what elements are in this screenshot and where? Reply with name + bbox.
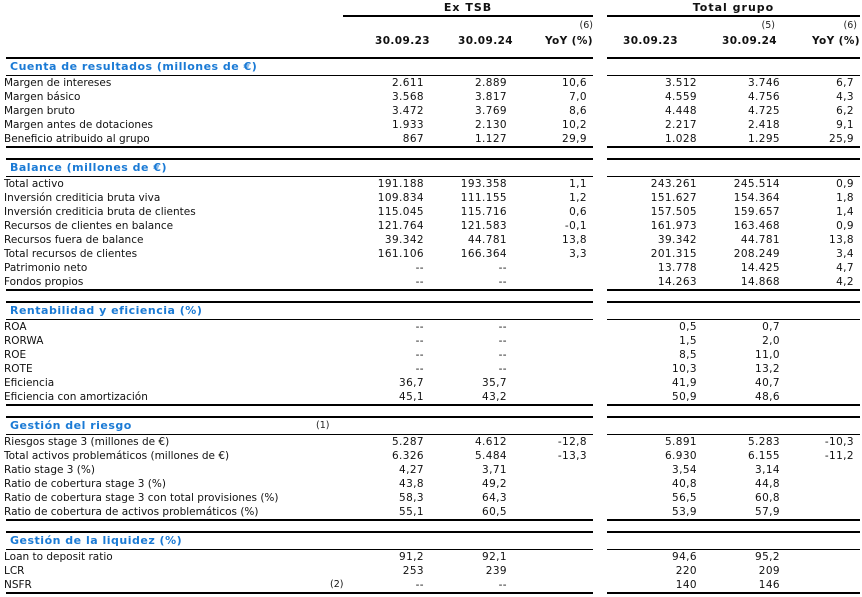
cell-value: 6,2 [836,105,854,117]
cell-value: 111.155 [460,192,507,204]
table-row [0,76,862,90]
table-row [0,132,862,146]
cell-value: 13,2 [755,363,780,375]
cell-value: 4.559 [664,91,697,103]
row-label: Margen de intereses [4,77,112,89]
cell-value: 3,14 [755,464,780,476]
cell-value: 163.468 [733,220,780,232]
row-label: Recursos de clientes en balance [4,220,174,232]
section-title-spacer [360,418,862,434]
cell-value: 1,5 [679,335,697,347]
table-row [0,261,862,275]
cell-value: 43,8 [399,478,424,490]
row-label: Total recursos de clientes [4,248,138,260]
section-title: Gestión de la liquidez (%) [10,534,183,547]
section-footnote-marker [316,533,360,549]
table-row [0,191,862,205]
cell-value: 10,6 [562,77,587,89]
cell-value: 40,8 [672,478,697,490]
row-label: Fondos propios [4,276,84,288]
table-row [0,505,862,519]
cell-value: 55,1 [399,506,424,518]
report-section [0,158,862,291]
footnote-marker-300924-total: (5) [761,20,775,31]
row-label: Inversión crediticia bruta de clientes [4,206,196,218]
table-row [0,463,862,477]
section-title-spacer [360,533,862,549]
cell-value: -13,3 [557,450,587,462]
cell-value: 3.568 [391,91,424,103]
cell-value: 4.612 [474,436,507,448]
table-row [0,390,862,404]
table-row [0,205,862,219]
cell-value: 92,1 [482,551,507,563]
footnote-marker-yoy-total: (6) [843,20,857,31]
section-title-row [6,59,862,75]
cell-value: 1.127 [474,133,507,145]
cell-value: 25,9 [829,133,854,145]
cell-value: 14.425 [740,262,780,274]
table-row [0,564,862,578]
cell-value: 44,8 [755,478,780,490]
divider-segment-left [6,289,593,291]
report-section [0,57,862,148]
report-section [0,301,862,406]
cell-value: -- [498,363,507,375]
table-row [0,90,862,104]
divider-segment-left [6,592,593,594]
row-label: Margen básico [4,91,81,103]
section-footnote-marker [316,160,360,176]
row-label: Ratio stage 3 (%) [4,464,95,476]
cell-value: -- [415,363,424,375]
row-label: LCR [4,565,25,577]
cell-value: 161.973 [650,220,697,232]
cell-value: 48,6 [755,391,780,403]
cell-value: 151.627 [650,192,697,204]
table-row [0,449,862,463]
row-label: Loan to deposit ratio [4,551,113,563]
cell-value: 94,6 [672,551,697,563]
cell-value: 191.188 [377,178,424,190]
cell-value: 39.342 [657,234,697,246]
column-header-300924-extsb: 30.09.24 [457,35,513,47]
section-title-spacer [360,303,862,319]
cell-value: 5.283 [747,436,780,448]
table-row [0,348,862,362]
cell-value: -- [415,321,424,333]
cell-value: 115.716 [460,206,507,218]
table-row [0,477,862,491]
cell-value: 44.781 [467,234,507,246]
cell-value: 245.514 [733,178,780,190]
cell-value: 3.472 [391,105,424,117]
cell-value: 146 [758,579,780,591]
divider-segment-left [6,519,593,521]
cell-value: 4.725 [747,105,780,117]
divider-segment-right [607,404,860,406]
section-title-spacer [360,160,862,176]
row-label: ROA [4,321,27,333]
column-group-ex-tsb: Ex TSB [443,1,493,14]
row-label: Beneficio atribuido al grupo [4,133,150,145]
cell-value: -12,8 [557,436,587,448]
row-label: RORWA [4,335,44,347]
column-header-300923-total: 30.09.23 [622,35,678,47]
table-row [0,177,862,191]
table-row [0,578,862,592]
cell-value: -- [498,335,507,347]
cell-value: 8,5 [679,349,697,361]
cell-value: 7,0 [569,91,587,103]
table-row [0,118,862,132]
cell-value: 5.287 [391,436,424,448]
column-group-total-grupo: Total grupo [692,1,775,14]
group-underline-total-grupo [607,15,860,17]
row-label: Eficiencia con amortización [4,391,148,403]
cell-value: 140 [675,579,697,591]
cell-value: -0,1 [564,220,587,232]
table-header [0,0,862,57]
cell-value: 58,3 [399,492,424,504]
table-row [0,247,862,261]
cell-value: 14.868 [740,276,780,288]
table-row [0,219,862,233]
row-label: ROTE [4,363,33,375]
divider-thick [6,289,862,291]
cell-value: 4.756 [747,91,780,103]
row-label: Inversión crediticia bruta viva [4,192,161,204]
cell-value: 3.512 [664,77,697,89]
divider-thick [6,404,862,406]
cell-value: 29,9 [562,133,587,145]
row-label: Ratio de cobertura stage 3 (%) [4,478,166,490]
row-label: Margen bruto [4,105,75,117]
row-label: Total activos problemáticos (millones de €) [4,450,230,462]
divider-gap [593,519,607,521]
cell-value: 161.106 [377,248,424,260]
cell-value: 1,8 [836,192,854,204]
cell-value: 0,7 [762,321,780,333]
report-section [0,416,862,521]
section-title-row [6,303,862,319]
cell-value: 1.295 [747,133,780,145]
row-label: Margen antes de dotaciones [4,119,154,131]
cell-value: 91,2 [399,551,424,563]
cell-value: 1,1 [569,178,587,190]
cell-value: 154.364 [733,192,780,204]
divider-segment-right [607,519,860,521]
divider-thick [6,146,862,148]
row-label: Riesgos stage 3 (millones de €) [4,436,170,448]
cell-value: 4.448 [664,105,697,117]
cell-value: 193.358 [460,178,507,190]
cell-value: 253 [402,565,424,577]
cell-value: -- [415,335,424,347]
cell-value: 166.364 [460,248,507,260]
cell-value: 13,8 [562,234,587,246]
cell-value: 243.261 [650,178,697,190]
cell-value: 1,4 [836,206,854,218]
cell-value: 40,7 [755,377,780,389]
footnote-marker-yoy-ex-tsb: (6) [579,20,593,31]
cell-value: 11,0 [755,349,780,361]
cell-value: -11,2 [824,450,854,462]
cell-value: 35,7 [482,377,507,389]
cell-value: 43,2 [482,391,507,403]
cell-value: 95,2 [755,551,780,563]
cell-value: 121.764 [377,220,424,232]
cell-value: 36,7 [399,377,424,389]
table-row [0,320,862,334]
row-label: Eficiencia [4,377,55,389]
section-title-row [6,160,862,176]
cell-value: -- [498,321,507,333]
group-underline-ex-tsb [343,15,593,17]
section-footnote-marker [316,59,360,75]
divider-segment-right [607,592,860,594]
row-label: Ratio de cobertura stage 3 con total provisiones (%) [4,492,279,504]
row-label: ROE [4,349,27,361]
cell-value: 60,5 [482,506,507,518]
cell-value: -- [498,349,507,361]
cell-value: 3,4 [836,248,854,260]
cell-value: 1.933 [391,119,424,131]
row-label: Total activo [4,178,64,190]
section-footnote-marker [316,303,360,319]
cell-value: 121.583 [460,220,507,232]
cell-value: 4,2 [836,276,854,288]
cell-value: 8,6 [569,105,587,117]
table-row [0,376,862,390]
cell-value: 0,6 [569,206,587,218]
cell-value: 1.028 [664,133,697,145]
cell-value: 2.889 [474,77,507,89]
table-row [0,491,862,505]
cell-value: 115.045 [377,206,424,218]
cell-value: 3,71 [482,464,507,476]
cell-value: 5.891 [664,436,697,448]
cell-value: 9,1 [836,119,854,131]
cell-value: 220 [675,565,697,577]
divider-gap [593,404,607,406]
cell-value: 60,8 [755,492,780,504]
cell-value: 4,3 [836,91,854,103]
section-title-spacer [360,59,862,75]
report-sections [0,57,862,594]
cell-value: 239 [485,565,507,577]
cell-value: 159.657 [733,206,780,218]
cell-value: 2.130 [474,119,507,131]
cell-value: 201.315 [650,248,697,260]
divider-segment-right [607,146,860,148]
table-row [0,104,862,118]
section-title: Cuenta de resultados (millones de €) [10,60,258,73]
cell-value: 2.418 [747,119,780,131]
cell-value: 45,1 [399,391,424,403]
cell-value: 6,7 [836,77,854,89]
cell-value: 0,9 [836,178,854,190]
cell-value: 4,27 [399,464,424,476]
cell-value: -- [498,262,507,274]
row-label: Recursos fuera de balance [4,234,144,246]
report-section [0,531,862,594]
table-row [0,362,862,376]
cell-value: 209 [758,565,780,577]
cell-value: 64,3 [482,492,507,504]
cell-value: -- [415,262,424,274]
row-footnote-marker: (2) [330,579,344,590]
cell-value: 53,9 [672,506,697,518]
cell-value: -- [498,276,507,288]
cell-value: 44.781 [740,234,780,246]
column-header-300923-extsb: 30.09.23 [374,35,430,47]
cell-value: 4,7 [836,262,854,274]
divider-segment-right [607,289,860,291]
cell-value: 3.769 [474,105,507,117]
cell-value: 3.817 [474,91,507,103]
divider-thick [6,519,862,521]
column-header-300924-total: 30.09.24 [721,35,777,47]
cell-value: 49,2 [482,478,507,490]
cell-value: 6.155 [747,450,780,462]
cell-value: 13.778 [657,262,697,274]
cell-value: -- [415,579,424,591]
cell-value: 867 [402,133,424,145]
column-header-yoy-total: YoY (%) [811,35,860,47]
cell-value: 157.505 [650,206,697,218]
section-title-row [6,533,862,549]
cell-value: 3,3 [569,248,587,260]
divider-segment-left [6,146,593,148]
cell-value: 3.746 [747,77,780,89]
cell-value: -10,3 [824,436,854,448]
cell-value: -- [415,349,424,361]
cell-value: 3,54 [672,464,697,476]
table-row [0,550,862,564]
cell-value: 41,9 [672,377,697,389]
divider-thick [6,592,862,594]
section-title: Balance (millones de €) [10,161,168,174]
section-title: Gestión del riesgo [10,419,132,432]
cell-value: 0,5 [679,321,697,333]
divider-gap [593,592,607,594]
section-footnote-marker: (1) [316,420,330,431]
table-row [0,275,862,289]
cell-value: 2.217 [664,119,697,131]
cell-value: 6.930 [664,450,697,462]
section-title: Rentabilidad y eficiencia (%) [10,304,203,317]
column-header-row [6,34,860,48]
table-row [0,334,862,348]
row-label: Patrimonio neto [4,262,88,274]
cell-value: 10,3 [672,363,697,375]
divider-gap [593,289,607,291]
cell-value: 13,8 [829,234,854,246]
divider-gap [593,146,607,148]
cell-value: 39.342 [384,234,424,246]
cell-value: 14.263 [657,276,697,288]
table-row [0,233,862,247]
cell-value: 2.611 [391,77,424,89]
cell-value: 1,2 [569,192,587,204]
cell-value: 2,0 [762,335,780,347]
cell-value: 6.326 [391,450,424,462]
section-title-row [6,418,862,434]
cell-value: 208.249 [733,248,780,260]
row-label: Ratio de cobertura de activos problemáticos (%) [4,506,259,518]
cell-value: -- [415,276,424,288]
column-header-yoy-extsb: YoY (%) [544,35,593,47]
cell-value: -- [498,579,507,591]
cell-value: 5.484 [474,450,507,462]
divider-segment-left [6,404,593,406]
cell-value: 57,9 [755,506,780,518]
table-row [0,435,862,449]
row-label: NSFR [4,579,32,591]
cell-value: 56,5 [672,492,697,504]
cell-value: 10,2 [562,119,587,131]
cell-value: 109.834 [377,192,424,204]
cell-value: 0,9 [836,220,854,232]
cell-value: 50,9 [672,391,697,403]
